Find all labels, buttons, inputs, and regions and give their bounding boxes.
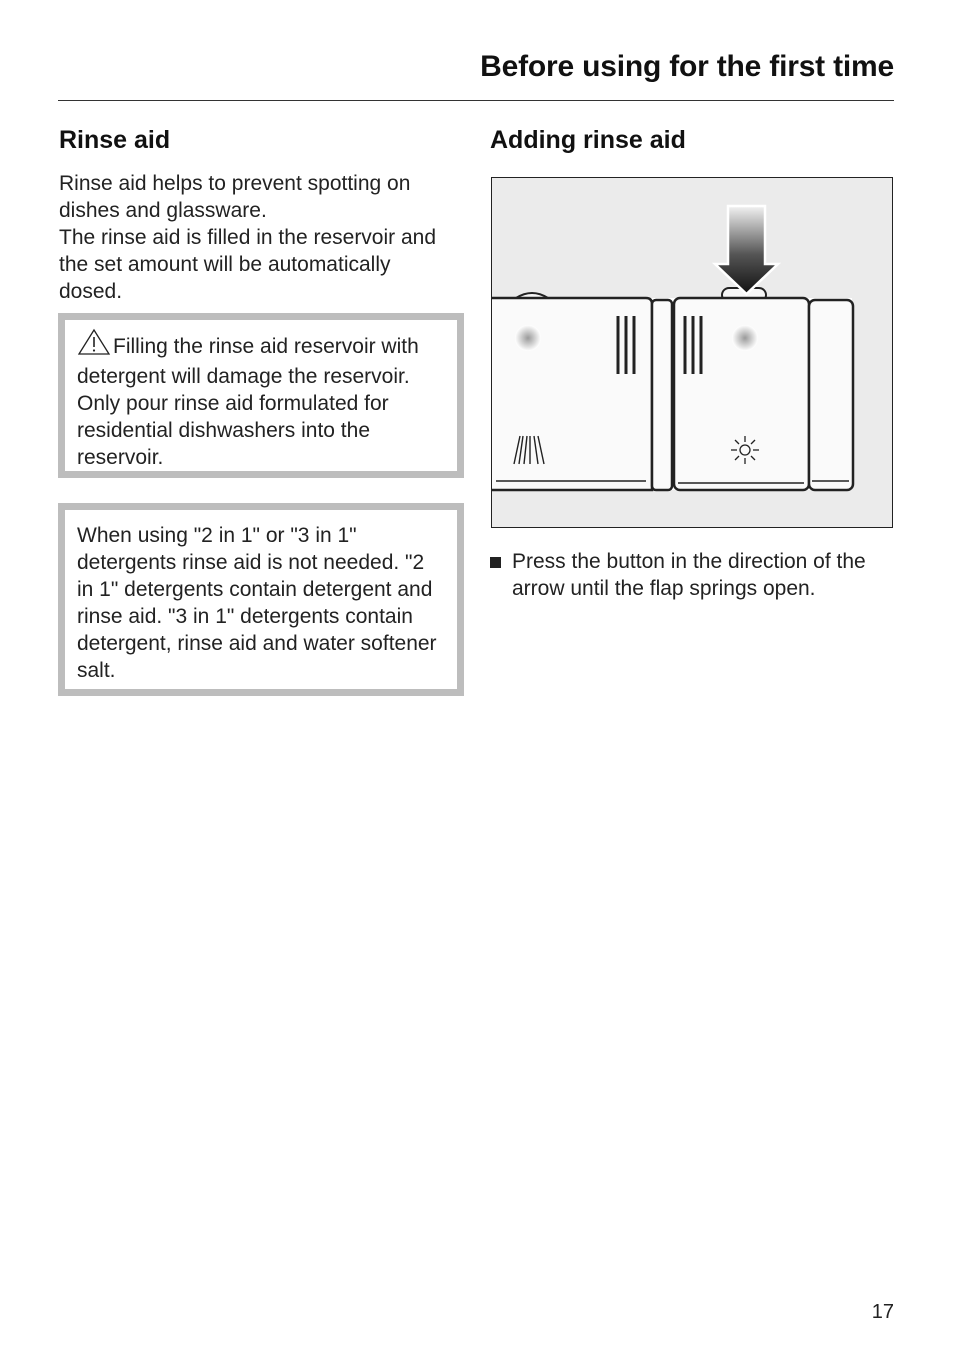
- bullet-square-icon: [490, 557, 501, 568]
- detergent-note-box: [58, 503, 464, 696]
- detergent-note-text: When using "2 in 1" or "3 in 1" detergents rinse aid is not needed. "2 in 1" detergents contain detergent and rinse aid. "3 in 1" detergents contain detergent, rinse aid and water softener salt.: [77, 524, 437, 682]
- dispenser-illustration: [491, 177, 893, 528]
- page-number: 17: [871, 1301, 894, 1323]
- instruction-text: Press the button in the direction of the arrow until the flap springs open.: [512, 550, 866, 600]
- down-arrow-icon: [715, 206, 778, 294]
- adding-rinse-aid-heading: Adding rinse aid: [490, 126, 686, 154]
- intro-paragraph-1: Rinse aid helps to prevent spotting on dishes and glassware.: [59, 172, 411, 222]
- warning-triangle-icon: [77, 328, 111, 363]
- header-divider: [58, 100, 894, 101]
- warning-box: [58, 313, 464, 478]
- intro-paragraph-2: The rinse aid is filled in the reservoir and the set amount will be automatically dosed.: [59, 226, 437, 303]
- page-header-title: Before using for the first time: [480, 50, 894, 83]
- rinse-aid-heading: Rinse aid: [59, 126, 171, 154]
- rinse-aid-intro: [59, 170, 454, 305]
- warning-paragraph: [77, 328, 445, 471]
- warning-text: Filling the rinse aid reservoir with detergent will damage the reservoir. Only pour rinse aid formulated for residential dishwashers into the reservoir.: [77, 335, 419, 469]
